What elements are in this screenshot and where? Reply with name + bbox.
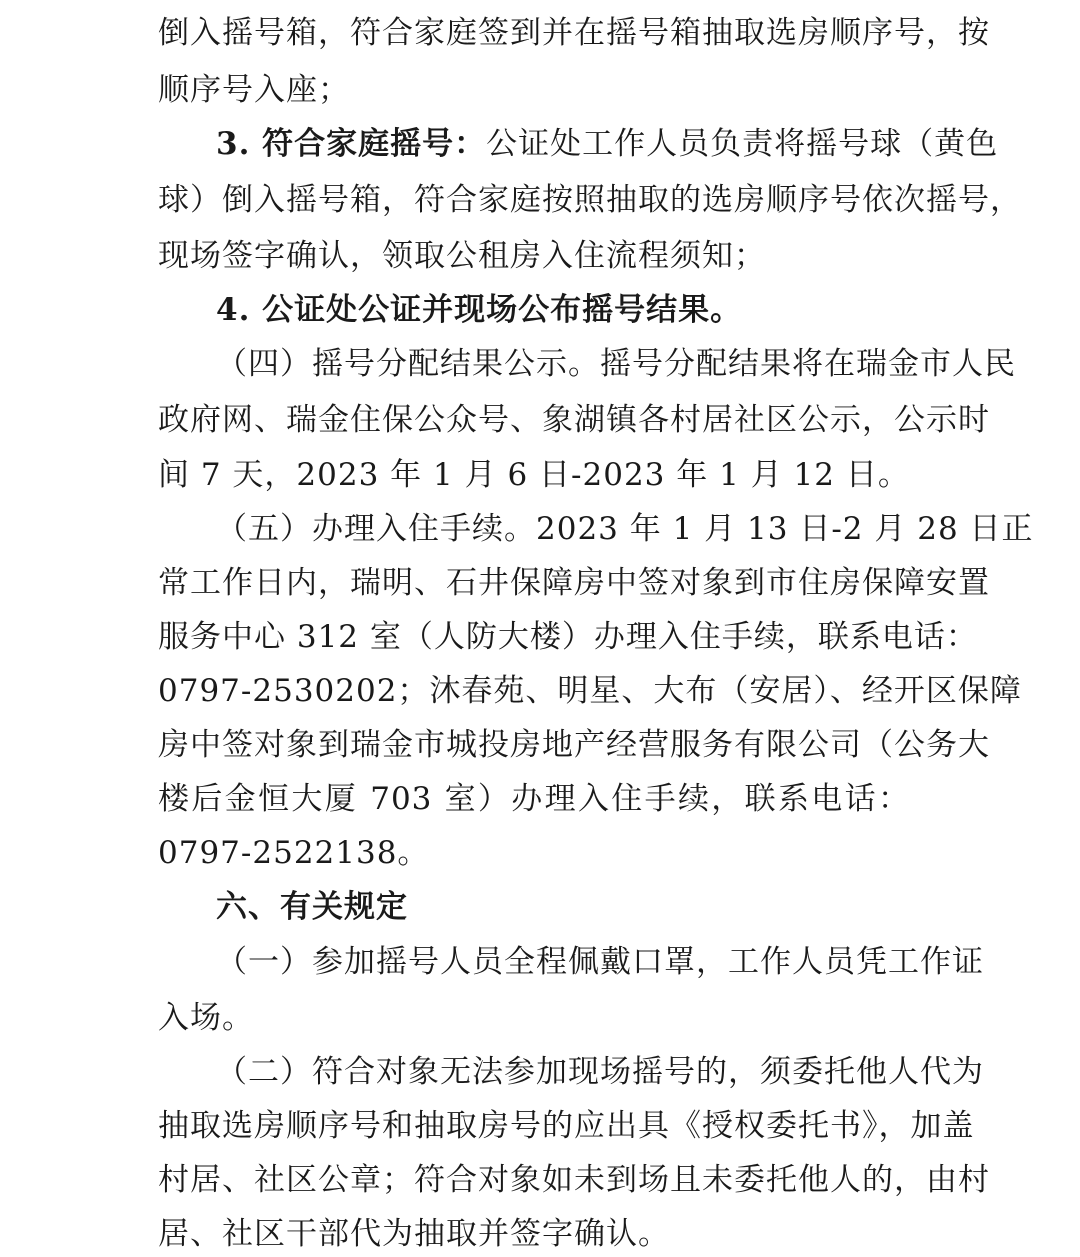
line-text: 政府网、瑞金住保公众号、象湖镇各村居社区公示，公示时 [158, 402, 990, 438]
line-text: 0797-2522138。 [158, 835, 430, 871]
paragraph-line [216, 287, 910, 333]
paragraph-line [158, 67, 910, 113]
paragraph-line [158, 10, 990, 56]
paragraph-line [158, 776, 910, 822]
line-text: 现场签字确认，领取公租房入住流程须知； [158, 238, 766, 274]
line-text: （四）摇号分配结果公示。摇号分配结果将在瑞金市人民 [216, 346, 1016, 382]
line-text: 公证处工作人员负责将摇号球（黄色 [486, 126, 999, 162]
line-text: 抽取选房顺序号和抽取房号的应出具《授权委托书》，加盖 [158, 1108, 975, 1144]
item-heading: 3. 符合家庭摇号： [216, 126, 487, 162]
line-text: 间 7 天，2023 年 1 月 6 日-2023 年 1 月 12 日。 [158, 457, 910, 493]
line-text: 居、社区干部代为抽取并签字确认。 [158, 1216, 670, 1252]
paragraph-line [216, 506, 1034, 552]
item-heading: 4. 公证处公证并现场公布摇号结果。 [216, 292, 743, 328]
paragraph-line [158, 668, 1022, 714]
line-text: 球）倒入摇号箱，符合家庭按照抽取的选房顺序号依次摇号， [158, 182, 1022, 218]
paragraph-line [158, 397, 990, 443]
line-text: （五）办理入住手续。2023 年 1 月 13 日-2 月 28 日正 [216, 511, 1034, 547]
paragraph-line [158, 1103, 975, 1149]
paragraph-line [158, 560, 990, 606]
paragraph-line [158, 1211, 910, 1257]
line-text: 楼后金恒大厦 703 室）办理入住手续，联系电话： [158, 781, 910, 817]
paragraph-line [158, 614, 978, 660]
paragraph-line [216, 341, 1016, 387]
line-text: 入场。 [158, 1000, 254, 1036]
paragraph-line [158, 233, 910, 279]
paragraph-line [216, 1049, 984, 1095]
line-text: 常工作日内，瑞明、石井保障房中签对象到市住房保障安置 [158, 565, 990, 601]
line-text: 房中签对象到瑞金市城投房地产经营服务有限公司（公务大 [158, 727, 990, 763]
line-text: 服务中心 312 室（人防大楼）办理入住手续，联系电话： [158, 619, 978, 655]
paragraph-line [158, 830, 910, 876]
line-text: 村居、社区公章；符合对象如未到场且未委托他人的，由村 [158, 1162, 990, 1198]
line-text: （二）符合对象无法参加现场摇号的，须委托他人代为 [216, 1054, 984, 1090]
paragraph-line [216, 939, 984, 985]
line-text: 顺序号入座； [158, 72, 350, 108]
section-heading [216, 884, 910, 930]
section-heading-text: 六、有关规定 [216, 889, 408, 925]
paragraph-line [216, 121, 999, 167]
line-text: 0797-2530202；沐春苑、明星、大布（安居）、经开区保障 [158, 673, 1022, 709]
line-text: 倒入摇号箱，符合家庭签到并在摇号箱抽取选房顺序号，按 [158, 15, 990, 51]
paragraph-line [158, 1157, 990, 1203]
paragraph-line [158, 177, 1022, 223]
paragraph-line [158, 995, 910, 1041]
line-text: （一）参加摇号人员全程佩戴口罩，工作人员凭工作证 [216, 944, 984, 980]
paragraph-line [158, 722, 990, 768]
paragraph-line [158, 452, 910, 498]
